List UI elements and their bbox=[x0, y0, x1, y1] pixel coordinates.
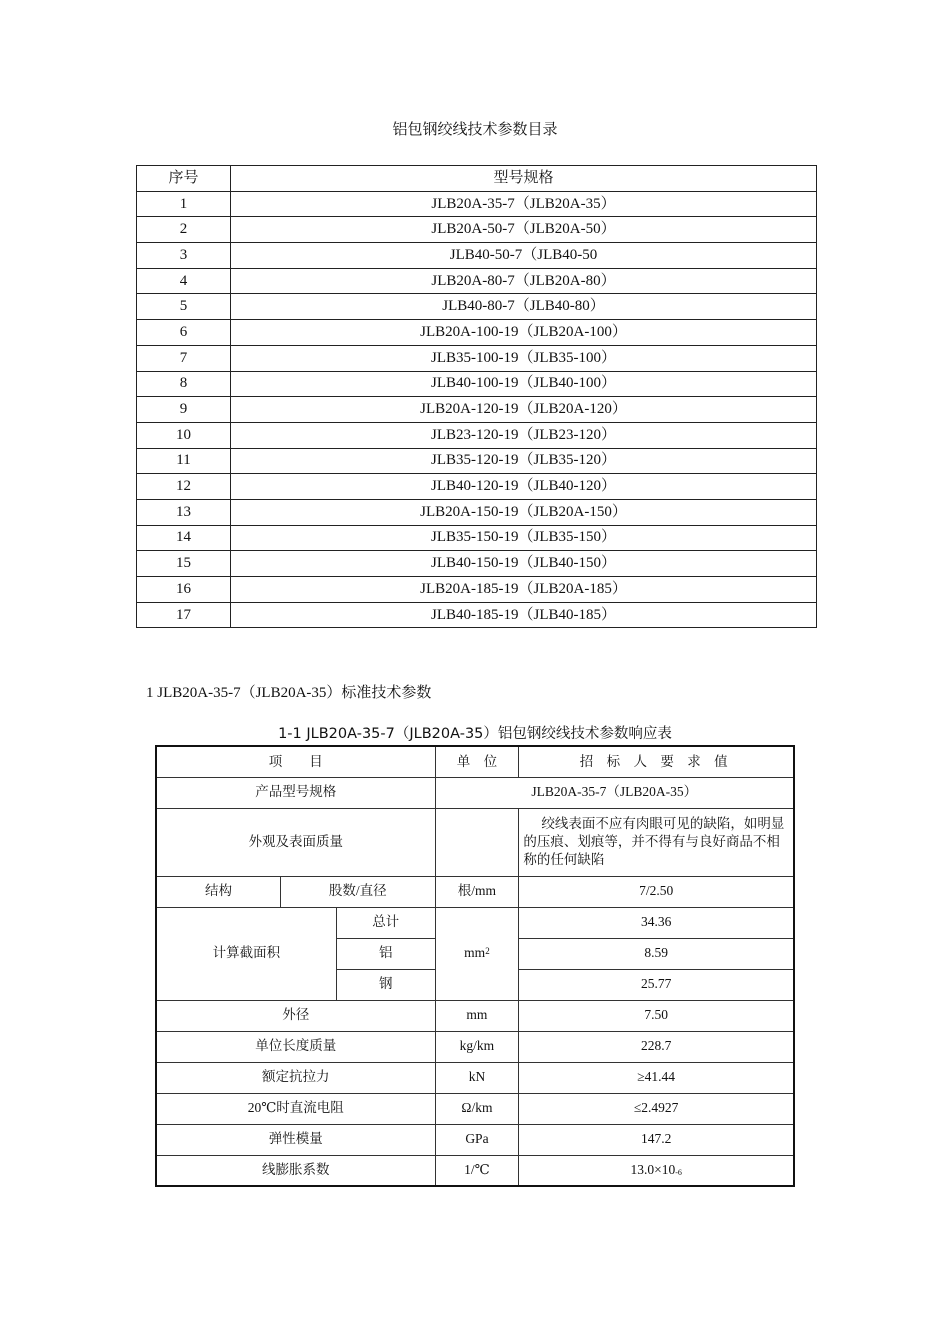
param-label: 计算截面积 bbox=[156, 907, 336, 1000]
param-label: 单位长度质量 bbox=[156, 1031, 435, 1062]
catalog-row-model: JLB23-120-19（JLB23-120） bbox=[231, 422, 817, 448]
catalog-row-model: JLB20A-50-7（JLB20A-50） bbox=[231, 217, 817, 243]
param-header-row bbox=[156, 746, 794, 777]
catalog-row bbox=[137, 320, 817, 346]
catalog-row-model: JLB40-100-19（JLB40-100） bbox=[231, 371, 817, 397]
param-header-unit: 单 位 bbox=[435, 746, 519, 777]
catalog-row-number: 13 bbox=[137, 499, 231, 525]
param-value: 25.77 bbox=[519, 969, 794, 1000]
catalog-header-model: 型号规格 bbox=[231, 166, 817, 192]
catalog-row bbox=[137, 397, 817, 423]
param-value: 228.7 bbox=[519, 1031, 794, 1062]
catalog-row bbox=[137, 294, 817, 320]
catalog-row-number: 7 bbox=[137, 345, 231, 371]
param-sublabel: 钢 bbox=[336, 969, 435, 1000]
param-label: 产品型号规格 bbox=[156, 777, 435, 808]
catalog-row bbox=[137, 551, 817, 577]
expansion-exponent: -6 bbox=[675, 1168, 682, 1178]
catalog-row-model: JLB20A-100-19（JLB20A-100） bbox=[231, 320, 817, 346]
param-label: 外观及表面质量 bbox=[156, 808, 435, 876]
param-unit bbox=[435, 907, 519, 1000]
param-value bbox=[519, 1155, 794, 1186]
catalog-row bbox=[137, 371, 817, 397]
catalog-row-number: 14 bbox=[137, 525, 231, 551]
param-unit: 根/mm bbox=[435, 876, 519, 907]
param-value bbox=[519, 808, 794, 876]
catalog-header-row bbox=[137, 166, 817, 192]
param-row-expansion bbox=[156, 1155, 794, 1186]
catalog-row-number: 5 bbox=[137, 294, 231, 320]
parameter-table bbox=[155, 745, 795, 1187]
catalog-row-number: 15 bbox=[137, 551, 231, 577]
param-unit bbox=[435, 808, 519, 876]
catalog-row-model: JLB20A-185-19（JLB20A-185） bbox=[231, 577, 817, 603]
catalog-row-model: JLB40-80-7（JLB40-80） bbox=[231, 294, 817, 320]
catalog-row bbox=[137, 268, 817, 294]
param-row-model bbox=[156, 777, 794, 808]
param-label: 结构 bbox=[156, 876, 281, 907]
section-heading: 1 JLB20A-35-7（JLB20A-35）标准技术参数 bbox=[146, 685, 432, 701]
param-unit: 1/℃ bbox=[435, 1155, 519, 1186]
catalog-row bbox=[137, 217, 817, 243]
catalog-row-model: JLB40-150-19（JLB40-150） bbox=[231, 551, 817, 577]
catalog-row-number: 9 bbox=[137, 397, 231, 423]
expansion-base: 13.0×10 bbox=[630, 1162, 676, 1178]
catalog-row-model: JLB20A-35-7（JLB20A-35） bbox=[231, 191, 817, 217]
appearance-description: 绞线表面不应有肉眼可见的缺陷，如明显的压痕、划痕等，并不得有与良好商品不相称的任何缺陷 bbox=[523, 815, 785, 868]
catalog-row-number: 11 bbox=[137, 448, 231, 474]
catalog-row-model: JLB35-120-19（JLB35-120） bbox=[231, 448, 817, 474]
param-row-structure bbox=[156, 876, 794, 907]
catalog-row-model: JLB35-150-19（JLB35-150） bbox=[231, 525, 817, 551]
catalog-row bbox=[137, 525, 817, 551]
param-header-item: 项 目 bbox=[156, 746, 435, 777]
document-title: 铝包钢绞线技术参数目录 bbox=[392, 120, 558, 138]
param-row bbox=[156, 1031, 794, 1062]
param-row bbox=[156, 1093, 794, 1124]
param-value: 7.50 bbox=[519, 1000, 794, 1031]
param-value: 34.36 bbox=[519, 907, 794, 938]
catalog-row-number: 10 bbox=[137, 422, 231, 448]
area-unit-base: mm bbox=[464, 945, 486, 961]
catalog-header-number: 序号 bbox=[137, 166, 231, 192]
catalog-row bbox=[137, 474, 817, 500]
param-unit: mm bbox=[435, 1000, 519, 1031]
param-row bbox=[156, 1000, 794, 1031]
catalog-row-number: 2 bbox=[137, 217, 231, 243]
param-value: 7/2.50 bbox=[519, 876, 794, 907]
catalog-row-number: 8 bbox=[137, 371, 231, 397]
catalog-row bbox=[137, 499, 817, 525]
catalog-row-number: 12 bbox=[137, 474, 231, 500]
catalog-row-model: JLB40-120-19（JLB40-120） bbox=[231, 474, 817, 500]
table-caption: 1-1 JLB20A-35-7（JLB20A-35）铝包钢绞线技术参数响应表 bbox=[278, 726, 672, 742]
catalog-row-model: JLB40-185-19（JLB40-185） bbox=[231, 602, 817, 628]
catalog-row-number: 16 bbox=[137, 577, 231, 603]
catalog-row-number: 6 bbox=[137, 320, 231, 346]
catalog-row bbox=[137, 191, 817, 217]
param-label: 20℃时直流电阻 bbox=[156, 1093, 435, 1124]
param-row bbox=[156, 1062, 794, 1093]
catalog-row bbox=[137, 422, 817, 448]
catalog-row-number: 1 bbox=[137, 191, 231, 217]
area-unit-exponent: 2 bbox=[485, 946, 490, 957]
param-label: 额定抗拉力 bbox=[156, 1062, 435, 1093]
catalog-row-number: 3 bbox=[137, 243, 231, 269]
catalog-row bbox=[137, 448, 817, 474]
param-row bbox=[156, 1124, 794, 1155]
param-unit: GPa bbox=[435, 1124, 519, 1155]
param-value: 147.2 bbox=[519, 1124, 794, 1155]
catalog-row bbox=[137, 577, 817, 603]
catalog-row-number: 17 bbox=[137, 602, 231, 628]
param-sublabel: 股数/直径 bbox=[281, 876, 435, 907]
catalog-row-model: JLB20A-150-19（JLB20A-150） bbox=[231, 499, 817, 525]
catalog-row-model: JLB35-100-19（JLB35-100） bbox=[231, 345, 817, 371]
param-label: 线膨胀系数 bbox=[156, 1155, 435, 1186]
catalog-row bbox=[137, 345, 817, 371]
catalog-table bbox=[136, 165, 817, 628]
param-value: ≥41.44 bbox=[519, 1062, 794, 1093]
catalog-row-model: JLB20A-80-7（JLB20A-80） bbox=[231, 268, 817, 294]
param-row-appearance bbox=[156, 808, 794, 876]
param-value: ≤2.4927 bbox=[519, 1093, 794, 1124]
catalog-row bbox=[137, 602, 817, 628]
catalog-row-number: 4 bbox=[137, 268, 231, 294]
param-sublabel: 总计 bbox=[336, 907, 435, 938]
param-label: 弹性模量 bbox=[156, 1124, 435, 1155]
param-unit: kg/km bbox=[435, 1031, 519, 1062]
param-header-value: 招 标 人 要 求 值 bbox=[519, 746, 794, 777]
param-unit: kN bbox=[435, 1062, 519, 1093]
param-row-area-total bbox=[156, 907, 794, 938]
param-value: 8.59 bbox=[519, 938, 794, 969]
catalog-row-model: JLB20A-120-19（JLB20A-120） bbox=[231, 397, 817, 423]
catalog-row-model: JLB40-50-7（JLB40-50 bbox=[231, 243, 817, 269]
param-unit: Ω/km bbox=[435, 1093, 519, 1124]
param-sublabel: 铝 bbox=[336, 938, 435, 969]
param-label: 外径 bbox=[156, 1000, 435, 1031]
param-value: JLB20A-35-7（JLB20A-35） bbox=[435, 777, 794, 808]
catalog-row bbox=[137, 243, 817, 269]
